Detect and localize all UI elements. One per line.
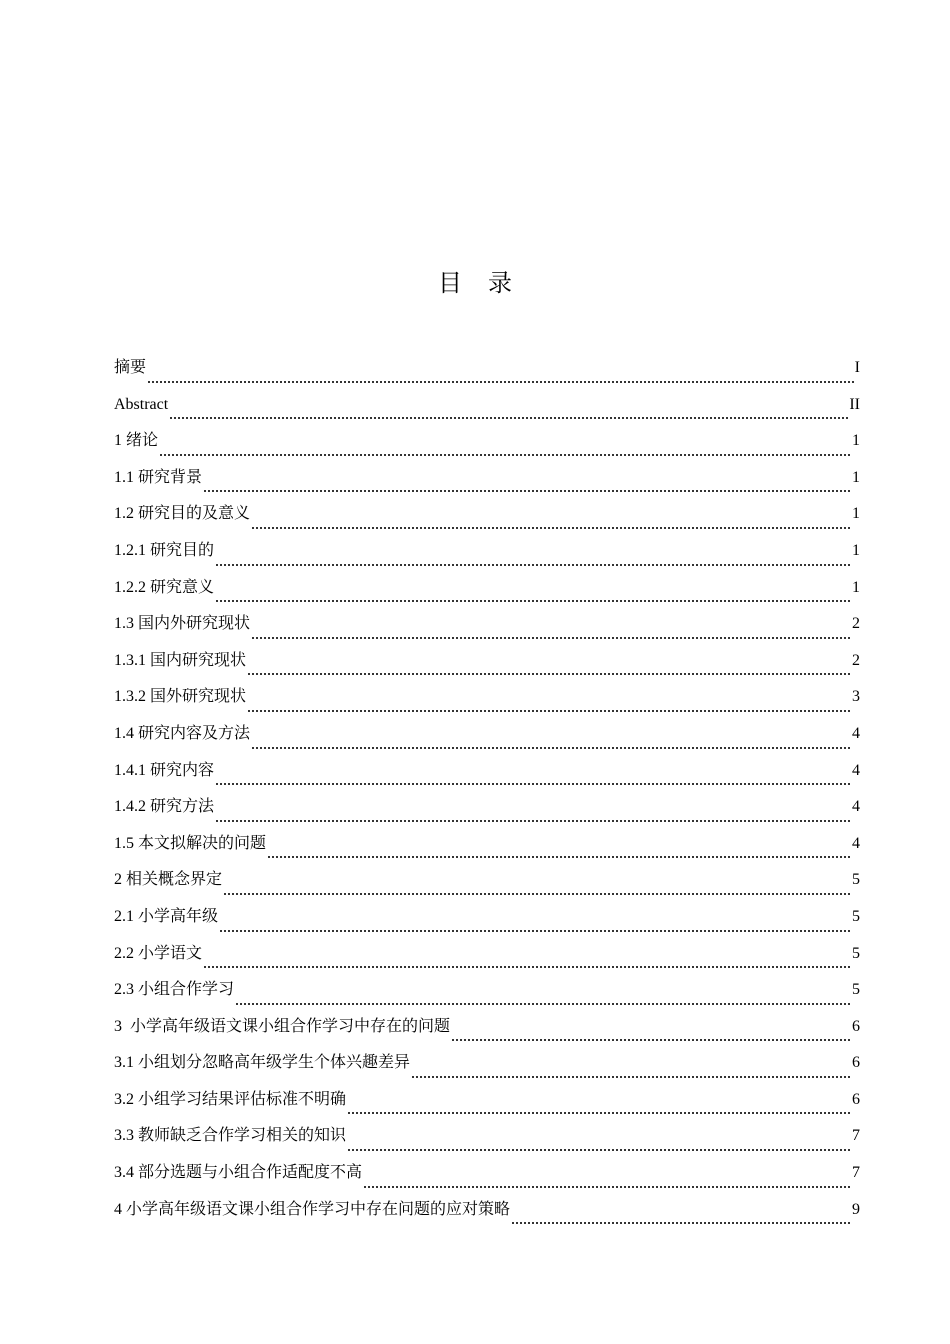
toc-entry-page: 9 [852, 1200, 860, 1218]
dot-leader [411, 1061, 851, 1081]
toc-entry-label: 1.4.1 研究内容 [114, 761, 215, 779]
toc-entry-page: 6 [852, 1090, 860, 1108]
toc-entry-page: 4 [852, 761, 860, 779]
toc-entry-label: 2.2 小学语文 [114, 944, 203, 962]
dot-leader [251, 732, 851, 752]
toc-entry-1-3[interactable] [114, 611, 860, 648]
toc-entry-1-2-1[interactable] [114, 538, 860, 575]
toc-entry-label: 3.2 小组学习结果评估标准不明确 [114, 1090, 347, 1108]
dot-leader [203, 951, 851, 971]
toc-entry-label: 1.4 研究内容及方法 [114, 724, 251, 742]
toc-entry-4[interactable] [114, 1197, 860, 1234]
toc-entry-label: 1.3 国内外研究现状 [114, 615, 251, 633]
toc-entry-label: 2.1 小学高年级 [114, 907, 219, 925]
toc-entry-1-4-1[interactable] [114, 758, 860, 795]
toc-entry-page: 7 [852, 1164, 860, 1182]
toc-entry-page: 5 [852, 871, 860, 889]
toc-entry-page: 4 [852, 724, 860, 742]
dot-leader [251, 622, 851, 642]
toc-entry-label: 2 相关概念界定 [114, 871, 223, 889]
toc-entry-label: 3.1 小组划分忽略高年级学生个体兴趣差异 [114, 1054, 411, 1072]
toc-entry-2-3[interactable] [114, 977, 860, 1014]
toc-entry-label: 3.3 教师缺乏合作学习相关的知识 [114, 1127, 347, 1145]
toc-entry-label: 1.1 研究背景 [114, 468, 203, 486]
dot-leader [247, 695, 851, 715]
toc-entry-1-4[interactable] [114, 721, 860, 758]
toc-entry-label: 1.2.1 研究目的 [114, 541, 215, 559]
toc-entry-1-2[interactable] [114, 501, 860, 538]
toc-entry-1-4-2[interactable] [114, 794, 860, 831]
dot-leader [347, 1097, 851, 1117]
toc-entry-page: I [854, 359, 860, 376]
dot-leader [215, 805, 851, 825]
toc-entry-1-5[interactable] [114, 831, 860, 868]
dot-leader [215, 585, 851, 605]
toc-entry-page: 6 [852, 1017, 860, 1035]
toc-entry-label: 1.3.1 国内研究现状 [114, 651, 247, 669]
dot-leader [451, 1024, 851, 1044]
toc-entry-1-2-2[interactable] [114, 575, 860, 612]
table-of-contents [114, 355, 860, 1233]
toc-entry-page: 5 [852, 944, 860, 962]
toc-entry-label: 摘要 [114, 359, 147, 376]
toc-entry-label: 1.4.2 研究方法 [114, 798, 215, 816]
toc-entry-page: 1 [852, 541, 860, 559]
dot-leader [159, 439, 851, 459]
toc-entry-page: 1 [852, 468, 860, 486]
dot-leader [247, 658, 851, 678]
toc-entry-label: Abstract [114, 395, 169, 413]
toc-entry-label: 3.4 部分选题与小组合作适配度不高 [114, 1164, 363, 1182]
toc-entry-page: 1 [852, 505, 860, 523]
toc-entry-page: 2 [852, 615, 860, 633]
toc-title [0, 266, 950, 300]
toc-entry-2[interactable] [114, 867, 860, 904]
toc-entry-1-3-1[interactable] [114, 648, 860, 685]
toc-entry-abstract-cn[interactable] [114, 355, 860, 392]
toc-entry-2-1[interactable] [114, 904, 860, 941]
toc-entry-label: 3 小学高年级语文课小组合作学习中存在的问题 [114, 1017, 451, 1035]
toc-entry-2-2[interactable] [114, 941, 860, 978]
toc-entry-3-2[interactable] [114, 1087, 860, 1124]
dot-leader [347, 1134, 851, 1154]
toc-entry-page: 4 [852, 798, 860, 816]
toc-entry-label: 1.3.2 国外研究现状 [114, 688, 247, 706]
toc-entry-label: 1.2 研究目的及意义 [114, 505, 251, 523]
dot-leader [223, 878, 851, 898]
toc-entry-page: 2 [852, 651, 860, 669]
toc-entry-1-3-2[interactable] [114, 684, 860, 721]
dot-leader [267, 841, 851, 861]
toc-entry-label: 1.2.2 研究意义 [114, 578, 215, 596]
dot-leader [215, 768, 851, 788]
toc-entry-page: 5 [852, 981, 860, 999]
dot-leader [235, 988, 851, 1008]
toc-entry-page: 4 [852, 834, 860, 852]
toc-entry-3-1[interactable] [114, 1050, 860, 1087]
toc-entry-3-4[interactable] [114, 1160, 860, 1197]
toc-entry-page: II [849, 395, 860, 413]
toc-entry-page: 1 [852, 432, 860, 450]
dot-leader [169, 402, 848, 422]
dot-leader [363, 1171, 851, 1191]
dot-leader [203, 475, 851, 495]
toc-entry-page: 3 [852, 688, 860, 706]
toc-entry-label: 1.5 本文拟解决的问题 [114, 834, 267, 852]
toc-title-char-2: 录 [488, 269, 512, 297]
toc-entry-3[interactable] [114, 1014, 860, 1051]
toc-entry-page: 1 [852, 578, 860, 596]
dot-leader [219, 915, 851, 935]
toc-entry-label: 1 绪论 [114, 432, 159, 450]
toc-entry-page: 5 [852, 907, 860, 925]
toc-title-char-1: 目 [438, 269, 462, 297]
toc-entry-label: 2.3 小组合作学习 [114, 981, 235, 999]
dot-leader [511, 1207, 851, 1227]
toc-entry-label: 4 小学高年级语文课小组合作学习中存在问题的应对策略 [114, 1200, 511, 1218]
toc-entry-1[interactable] [114, 428, 860, 465]
dot-leader [251, 512, 851, 532]
toc-entry-3-3[interactable] [114, 1123, 860, 1160]
toc-entry-page: 7 [852, 1127, 860, 1145]
toc-entry-page: 6 [852, 1054, 860, 1072]
toc-entry-abstract-en[interactable] [114, 392, 860, 429]
toc-entry-1-1[interactable] [114, 465, 860, 502]
dot-leader [147, 366, 854, 386]
dot-leader [215, 549, 851, 569]
